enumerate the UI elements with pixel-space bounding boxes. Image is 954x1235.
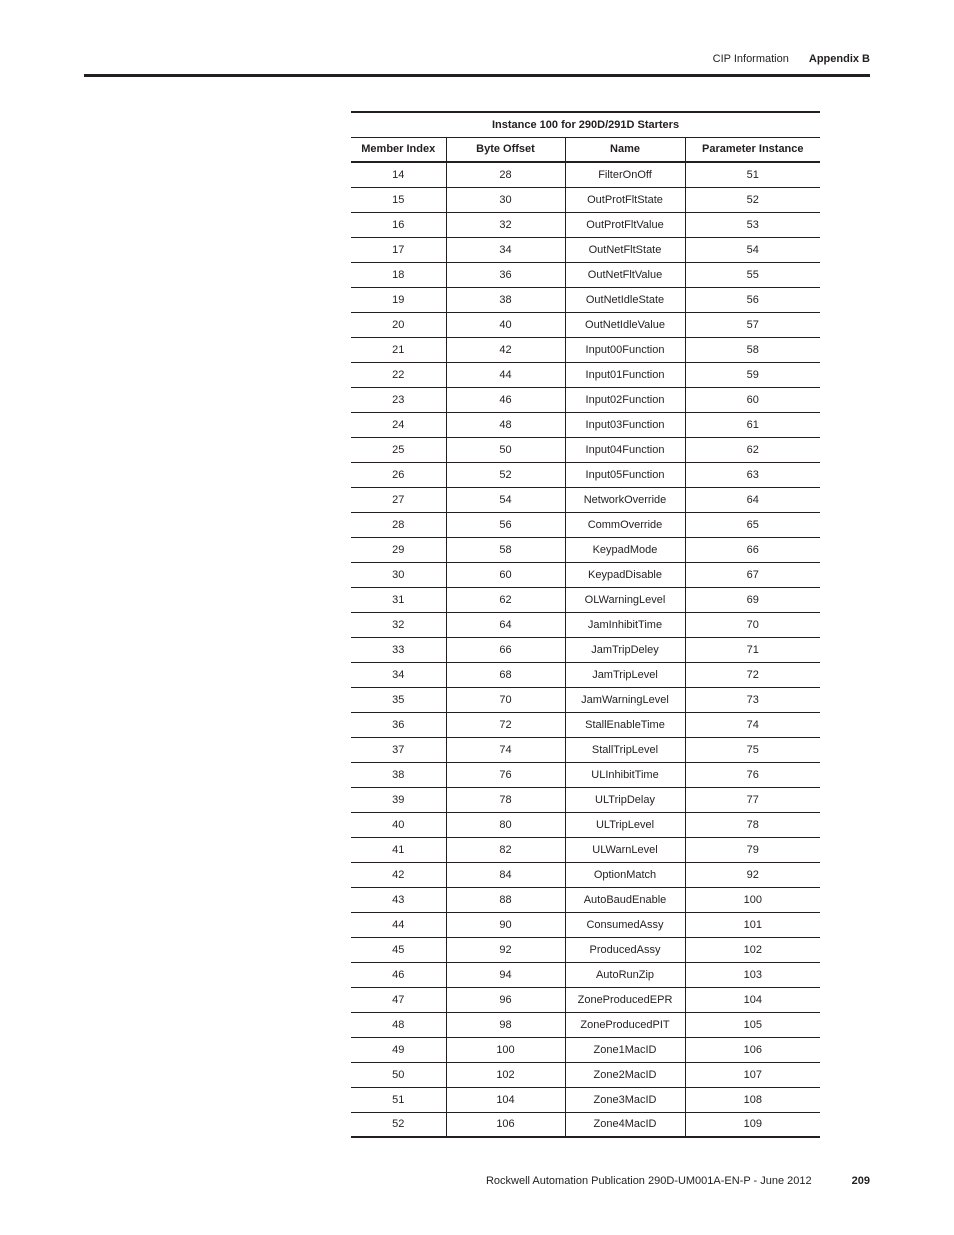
table-cell: 18	[351, 262, 446, 287]
table-row	[351, 612, 820, 637]
table-cell: 79	[685, 837, 820, 862]
column-header: Name	[565, 137, 685, 162]
table-cell: 76	[446, 762, 565, 787]
table-row	[351, 312, 820, 337]
table-cell: OutNetFltState	[565, 237, 685, 262]
table-cell: 41	[351, 837, 446, 862]
table-cell: 40	[446, 312, 565, 337]
table-cell: 28	[446, 162, 565, 187]
table-cell: 27	[351, 487, 446, 512]
table-cell: 98	[446, 1012, 565, 1037]
table-row	[351, 562, 820, 587]
table-cell: 59	[685, 362, 820, 387]
table-row	[351, 862, 820, 887]
table-cell: OutProtFltState	[565, 187, 685, 212]
publication-info: Rockwell Automation Publication 290D-UM001A-EN-P - June 2012	[485, 1175, 812, 1187]
table-cell: 106	[446, 1112, 565, 1137]
column-header: Byte Offset	[446, 137, 565, 162]
table-cell: 80	[446, 812, 565, 837]
table-cell: FilterOnOff	[565, 162, 685, 187]
table-cell: 54	[685, 237, 820, 262]
table-cell: Zone4MacID	[565, 1112, 685, 1137]
table-cell: JamTripLevel	[565, 662, 685, 687]
table-cell: 55	[685, 262, 820, 287]
table-cell: 62	[446, 587, 565, 612]
table-cell: 65	[685, 512, 820, 537]
table-cell: ConsumedAssy	[565, 912, 685, 937]
table-cell: Zone1MacID	[565, 1037, 685, 1062]
table-row	[351, 1037, 820, 1062]
table-cell: JamWarningLevel	[565, 687, 685, 712]
table-cell: 47	[351, 987, 446, 1012]
table-cell: 34	[351, 662, 446, 687]
table-row	[351, 412, 820, 437]
table-header-row	[351, 137, 820, 162]
table-cell: StallEnableTime	[565, 712, 685, 737]
table-cell: OutProtFltValue	[565, 212, 685, 237]
table-row	[351, 687, 820, 712]
table-cell: 32	[446, 212, 565, 237]
table-cell: 25	[351, 437, 446, 462]
table-row	[351, 912, 820, 937]
table-cell: 44	[351, 912, 446, 937]
table-row	[351, 587, 820, 612]
table-cell: 20	[351, 312, 446, 337]
table-cell: OLWarningLevel	[565, 587, 685, 612]
table-cell: ULWarnLevel	[565, 837, 685, 862]
table-row	[351, 637, 820, 662]
section-title: CIP Information	[712, 53, 789, 65]
table-cell: 44	[446, 362, 565, 387]
table-cell: 30	[351, 562, 446, 587]
table-cell: 107	[685, 1062, 820, 1087]
table-cell: 105	[685, 1012, 820, 1037]
table-cell: 54	[446, 487, 565, 512]
table-cell: 38	[446, 287, 565, 312]
header-rule	[84, 74, 870, 77]
table-cell: 21	[351, 337, 446, 362]
table-cell: Input03Function	[565, 412, 685, 437]
table-cell: 100	[446, 1037, 565, 1062]
table-row	[351, 1112, 820, 1137]
table-caption-row	[351, 112, 820, 137]
table-cell: 50	[446, 437, 565, 462]
table-cell: 33	[351, 637, 446, 662]
table-cell: 58	[685, 337, 820, 362]
table-cell: 64	[446, 612, 565, 637]
table-cell: 60	[685, 387, 820, 412]
table-row	[351, 987, 820, 1012]
table-cell: 42	[351, 862, 446, 887]
table-row	[351, 187, 820, 212]
column-header: Parameter Instance	[685, 137, 820, 162]
table-row	[351, 787, 820, 812]
table-row	[351, 662, 820, 687]
table-cell: 106	[685, 1037, 820, 1062]
table-cell: 78	[446, 787, 565, 812]
table-cell: 51	[351, 1087, 446, 1112]
table-cell: 58	[446, 537, 565, 562]
table-cell: KeypadDisable	[565, 562, 685, 587]
table-row	[351, 837, 820, 862]
table-cell: 43	[351, 887, 446, 912]
table-cell: 52	[446, 462, 565, 487]
table-cell: 102	[446, 1062, 565, 1087]
table-cell: JamInhibitTime	[565, 612, 685, 637]
footer	[486, 1175, 870, 1187]
table-cell: 74	[685, 712, 820, 737]
table-cell: ULInhibitTime	[565, 762, 685, 787]
table-cell: OptionMatch	[565, 862, 685, 887]
table-cell: Input05Function	[565, 462, 685, 487]
table-cell: Input04Function	[565, 437, 685, 462]
table-cell: 51	[685, 162, 820, 187]
table-row	[351, 962, 820, 987]
table-cell: OutNetIdleValue	[565, 312, 685, 337]
table-row	[351, 737, 820, 762]
table-cell: 102	[685, 937, 820, 962]
table-cell: 46	[351, 962, 446, 987]
table-cell: 71	[685, 637, 820, 662]
table-cell: 45	[351, 937, 446, 962]
table-cell: 88	[446, 887, 565, 912]
table-row	[351, 1087, 820, 1112]
table-cell: 35	[351, 687, 446, 712]
table-cell: 72	[685, 662, 820, 687]
table-cell: ULTripDelay	[565, 787, 685, 812]
table-cell: 109	[685, 1112, 820, 1137]
table-cell: 32	[351, 612, 446, 637]
table-row	[351, 1012, 820, 1037]
table-cell: 56	[446, 512, 565, 537]
table-caption: Instance 100 for 290D/291D Starters	[351, 112, 820, 137]
table-row	[351, 1062, 820, 1087]
table-cell: OutNetFltValue	[565, 262, 685, 287]
table-cell: 29	[351, 537, 446, 562]
table-cell: 34	[446, 237, 565, 262]
table-cell: 19	[351, 287, 446, 312]
table-cell: 96	[446, 987, 565, 1012]
table-row	[351, 237, 820, 262]
table-cell: 104	[685, 987, 820, 1012]
table-cell: 39	[351, 787, 446, 812]
table-cell: 40	[351, 812, 446, 837]
table-cell: ZoneProducedPIT	[565, 1012, 685, 1037]
table-cell: 14	[351, 162, 446, 187]
table-cell: 100	[685, 887, 820, 912]
table-cell: 68	[446, 662, 565, 687]
table-cell: 38	[351, 762, 446, 787]
table-cell: Input00Function	[565, 337, 685, 362]
table-cell: JamTripDeley	[565, 637, 685, 662]
table-cell: 101	[685, 912, 820, 937]
table-cell: 66	[685, 537, 820, 562]
table-row	[351, 812, 820, 837]
table-cell: 50	[351, 1062, 446, 1087]
table-cell: CommOverride	[565, 512, 685, 537]
table-cell: 31	[351, 587, 446, 612]
table-cell: 82	[446, 837, 565, 862]
appendix-label: Appendix B	[808, 53, 870, 65]
table-cell: 22	[351, 362, 446, 387]
table-cell: 69	[685, 587, 820, 612]
table-cell: 36	[351, 712, 446, 737]
table-cell: 56	[685, 287, 820, 312]
table-cell: 90	[446, 912, 565, 937]
table-row	[351, 212, 820, 237]
table-cell: 36	[446, 262, 565, 287]
table-row	[351, 287, 820, 312]
table-cell: 76	[685, 762, 820, 787]
table-row	[351, 487, 820, 512]
table-cell: Input02Function	[565, 387, 685, 412]
table-cell: 42	[446, 337, 565, 362]
table-cell: OutNetIdleState	[565, 287, 685, 312]
table-row	[351, 162, 820, 187]
table-cell: Zone3MacID	[565, 1087, 685, 1112]
table-row	[351, 437, 820, 462]
table-cell: 48	[446, 412, 565, 437]
table-cell: 64	[685, 487, 820, 512]
table-cell: 48	[351, 1012, 446, 1037]
page-number: 209	[851, 1175, 870, 1187]
table-cell: 49	[351, 1037, 446, 1062]
table-cell: 74	[446, 737, 565, 762]
table-row	[351, 762, 820, 787]
table-cell: 70	[685, 612, 820, 637]
table-cell: ZoneProducedEPR	[565, 987, 685, 1012]
table-cell: 37	[351, 737, 446, 762]
table-row	[351, 512, 820, 537]
table-cell: 23	[351, 387, 446, 412]
instance-table	[351, 111, 820, 1138]
table-cell: 28	[351, 512, 446, 537]
table-row	[351, 387, 820, 412]
table-row	[351, 937, 820, 962]
table-cell: 72	[446, 712, 565, 737]
table-cell: 46	[446, 387, 565, 412]
table-cell: 57	[685, 312, 820, 337]
table-cell: Input01Function	[565, 362, 685, 387]
table-row	[351, 537, 820, 562]
table-cell: NetworkOverride	[565, 487, 685, 512]
table-cell: KeypadMode	[565, 537, 685, 562]
table-cell: 26	[351, 462, 446, 487]
table-cell: 70	[446, 687, 565, 712]
table-cell: 67	[685, 562, 820, 587]
table-row	[351, 362, 820, 387]
table-cell: 84	[446, 862, 565, 887]
table-cell: AutoRunZip	[565, 962, 685, 987]
table-cell: 60	[446, 562, 565, 587]
table-cell: 53	[685, 212, 820, 237]
table-row	[351, 887, 820, 912]
table-cell: ProducedAssy	[565, 937, 685, 962]
table-cell: 94	[446, 962, 565, 987]
table-cell: 24	[351, 412, 446, 437]
table-cell: 15	[351, 187, 446, 212]
table-cell: 92	[685, 862, 820, 887]
table-cell: 16	[351, 212, 446, 237]
table-cell: 103	[685, 962, 820, 987]
table-row	[351, 337, 820, 362]
table-cell: 66	[446, 637, 565, 662]
table-cell: Zone2MacID	[565, 1062, 685, 1087]
table-cell: 17	[351, 237, 446, 262]
table-cell: StallTripLevel	[565, 737, 685, 762]
table-cell: 78	[685, 812, 820, 837]
table-cell: 63	[685, 462, 820, 487]
table-cell: 30	[446, 187, 565, 212]
table-cell: ULTripLevel	[565, 812, 685, 837]
table-cell: 52	[351, 1112, 446, 1137]
table-row	[351, 462, 820, 487]
table-cell: 77	[685, 787, 820, 812]
table-cell: 104	[446, 1087, 565, 1112]
table-cell: 52	[685, 187, 820, 212]
running-header	[713, 53, 870, 65]
table-row	[351, 262, 820, 287]
table-cell: AutoBaudEnable	[565, 887, 685, 912]
table-row	[351, 712, 820, 737]
table-cell: 75	[685, 737, 820, 762]
table-cell: 92	[446, 937, 565, 962]
table-cell: 108	[685, 1087, 820, 1112]
table-cell: 62	[685, 437, 820, 462]
table-cell: 73	[685, 687, 820, 712]
column-header: Member Index	[351, 137, 446, 162]
table-cell: 61	[685, 412, 820, 437]
table-body	[351, 162, 820, 1137]
